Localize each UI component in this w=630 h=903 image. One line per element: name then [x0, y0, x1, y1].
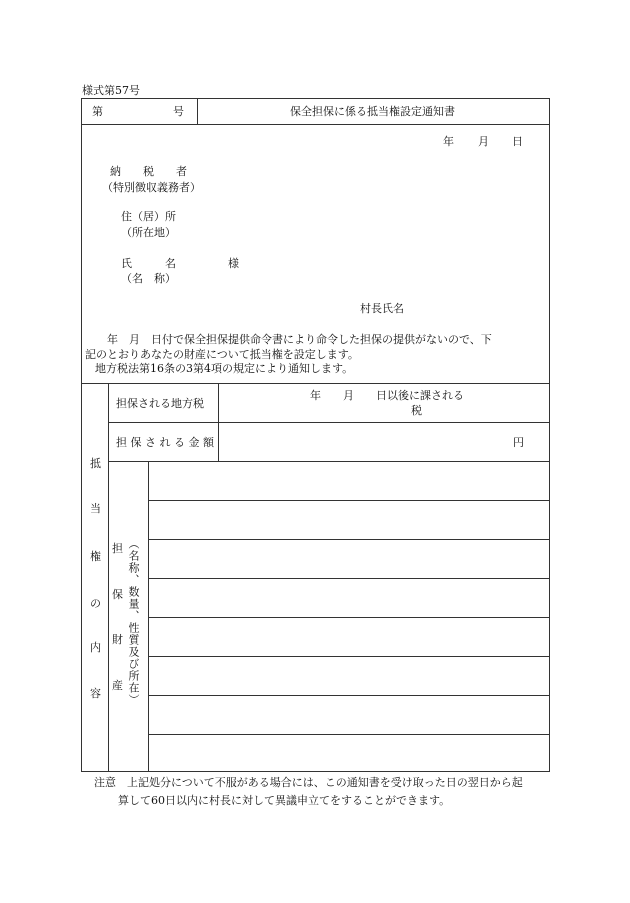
header-separator [197, 98, 198, 124]
row-divider-2 [108, 461, 550, 462]
date-year: 年 [443, 135, 454, 148]
form-number: 様式第57号 [82, 84, 140, 97]
section-label-divider [108, 383, 109, 772]
row-divider-1 [108, 422, 550, 423]
collateral-row-line [148, 617, 550, 618]
name-label: 氏 名 [121, 257, 176, 270]
collateral-row-line [148, 500, 550, 501]
section-label-char: 権 [90, 550, 101, 563]
secured-tax-label: 担保される地方税 [116, 397, 204, 410]
form-frame [81, 98, 550, 772]
collateral-row-line [148, 539, 550, 540]
collateral-row-line [148, 656, 550, 657]
section-label-char: 抵 [90, 457, 101, 470]
collateral-label-char: 保 [112, 588, 123, 601]
section-label-char: の [90, 597, 101, 610]
number-prefix: 第 [92, 105, 103, 118]
note-line-1: 注意 上記処分について不服がある場合には、この通知書を受け取った日の翌日から起 [94, 776, 523, 789]
name-sublabel: （名 称） [121, 272, 176, 285]
number-suffix: 号 [173, 105, 184, 118]
body-line-2: 記のとおりあなたの財産について抵当権を設定します。 [85, 348, 359, 361]
taxpayer-sublabel: （特別徴収義務者） [102, 181, 201, 194]
header-divider [81, 124, 550, 125]
document-title: 保全担保に係る抵当権設定通知書 [290, 105, 455, 118]
honorific: 様 [228, 257, 239, 270]
table-top-border [81, 383, 550, 384]
body-line-1: 年 月 日付で保全担保提供命令書により命令した担保の提供がないので、下 [85, 333, 492, 346]
secured-tax-period: 年 月 日以後に課される [310, 389, 464, 402]
date-month: 月 [478, 135, 489, 148]
taxpayer-label: 納 税 者 [110, 165, 187, 178]
secured-amount-unit: 円 [513, 436, 524, 449]
body-line-3: 地方税法第16条の3第4項の規定により通知します。 [95, 362, 354, 375]
collateral-label-char: 産 [112, 679, 123, 692]
section-label-char: 当 [90, 502, 101, 515]
collateral-row-line [148, 734, 550, 735]
note-line-2: 算して60日以内に村長に対して異議申立てをすることができます。 [118, 794, 451, 807]
collateral-label-char: 担 [112, 542, 123, 555]
collateral-sublabel: （名称、数量、性質及び所在） [127, 538, 140, 706]
collateral-label-char: 財 [112, 633, 123, 646]
secured-tax-suffix: 税 [411, 404, 422, 417]
section-label-char: 内 [90, 641, 101, 654]
secured-amount-label: 担 保 さ れ る 金 額 [116, 436, 214, 449]
issuer-name: 村長氏名 [360, 302, 404, 315]
collateral-row-line [148, 695, 550, 696]
address-label: 住（居）所 [121, 210, 176, 223]
date-day: 日 [512, 135, 523, 148]
section-label-char: 容 [90, 687, 101, 700]
collateral-row-line [148, 578, 550, 579]
address-sublabel: （所在地） [121, 226, 176, 239]
